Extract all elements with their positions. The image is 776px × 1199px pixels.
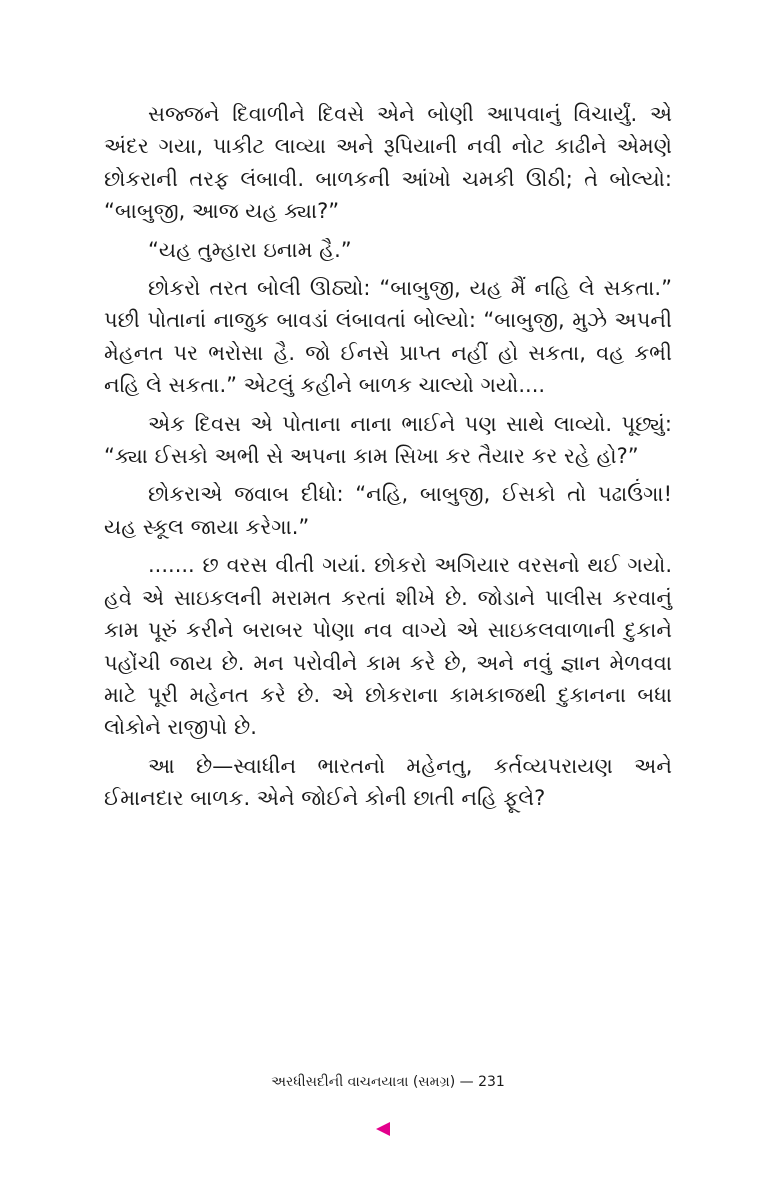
paragraph-3: છોકરો તરત બોલી ઊઠ્યો: “બાબુજી, યહ મૈં નહિ લે સકતા.” પછી પોતાનાં નાજુક બાવડાં લંબાવતાં બોલ્યો: “બાબુજી, મુઝે અપની મેહનત પર ભરોસા હૈ. જો ઈનસે પ્રાપ્ત નહીં હો સકતા, વહ કભી નહિ લે સકતા.” એટલું કહીને બાળક ચાલ્યો ગયો.... — [104, 276, 672, 398]
paragraph-4: એક દિવસ એ પોતાના નાના ભાઈને પણ સાથે લાવ્યો. પૂછ્યું: “ક્યા ઈસકો અભી સે અપના કામ સિખા કર તૈયાર કર રહે હો?” — [104, 411, 672, 469]
triangle-left-icon[interactable] — [376, 1122, 390, 1136]
paragraph-6: ....... છ વરસ વીતી ગયાં. છોકરો અગિયાર વરસનો થઈ ગયો. હવે એ સાઇકલની મરામત કરતાં શીખે છે. જોડાને પાલીસ કરવાનું કામ પૂરું કરીને બરાબર પોણા નવ વાગ્યે એ સાઇકલવાળાની દુકાને પહોંચી જાય છે. મન પરોવીને કામ કરે છે, અને નવું જ્ઞાન મેળવવા માટે પૂરી મહેનત કરે છે. એ છોકરાના કામકાજથી દુકાનના બધા લોકોને રાજીપો છે. — [104, 553, 672, 740]
paragraph-2: “યહ તુમ્હારા ઇનામ હૈ.” — [148, 237, 352, 262]
paragraph-5: છોકરાએ જવાબ દીધો: “નહિ, બાબુજી, ઈસકો તો પઢાઉંગા! યહ સ્કૂલ જાયા કરેગા.” — [104, 482, 672, 539]
page-footer: અરધીસદીની વાચનયાત્રા (સમગ્ર) — 231 — [271, 1074, 505, 1090]
body-text — [104, 98, 672, 821]
paragraph-1: સજ્જને દિવાળીને દિવસે એને બોણી આપવાનું વિચાર્યું. એ અંદર ગયા, પાકીટ લાવ્યા અને રૂપિયાની નવી નોટ કાઢીને એમણે છોકરાની તરફ લંબાવી. બાળકની આંખો ચમકી ઊઠી; તે બોલ્યો: “બાબુજી, આજ યહ ક્યા?” — [104, 102, 672, 224]
paragraph-7: આ છે—સ્વાધીન ભારતનો મહેનતુ, કર્તવ્યપરાયણ અને ઈમાનદાર બાળક. એને જોઈને કોની છાતી નહિ ફૂલે? — [104, 753, 672, 811]
